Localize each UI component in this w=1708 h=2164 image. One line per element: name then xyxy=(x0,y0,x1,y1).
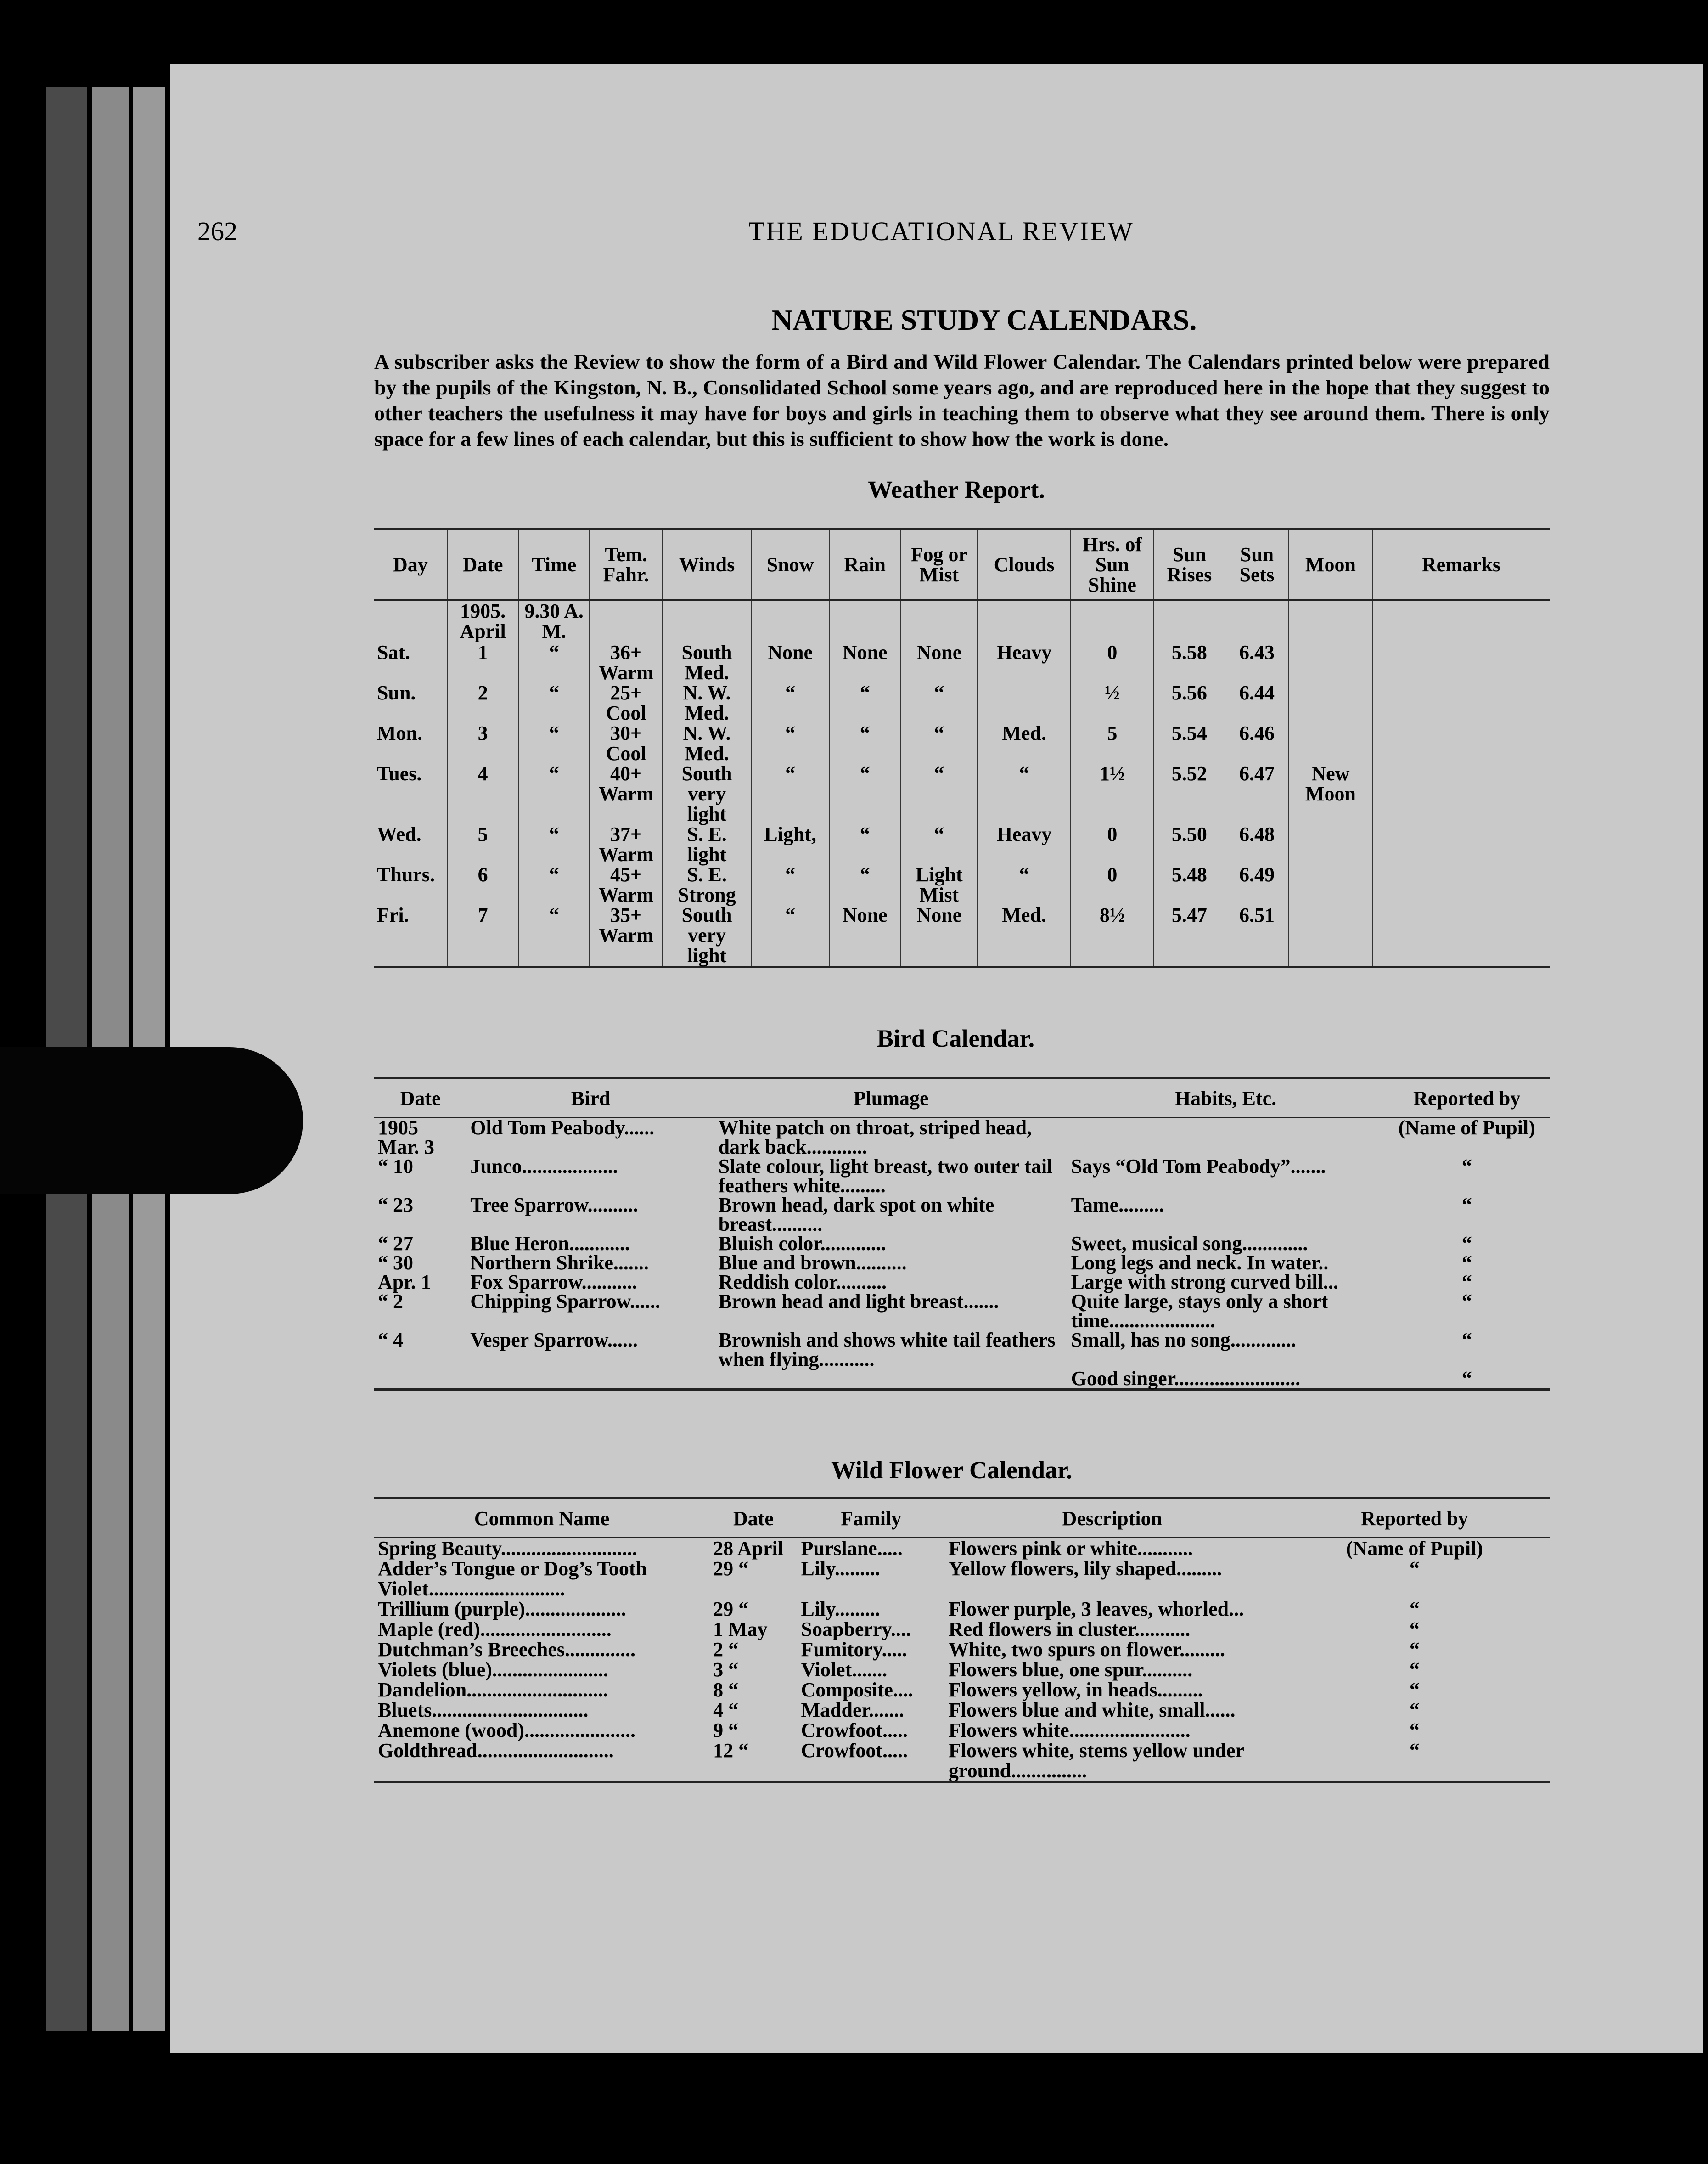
bird-cell xyxy=(466,1369,714,1390)
table-row xyxy=(374,1538,1550,1559)
bird-cell: “ 4 xyxy=(378,1329,403,1351)
page-number: 262 xyxy=(197,216,237,246)
flower-title: Wild Flower Calendar. xyxy=(831,1456,1073,1484)
flower-cell: Flowers pink or white........... xyxy=(948,1537,1193,1560)
weather-cell xyxy=(590,600,663,642)
table-row xyxy=(374,1118,1550,1157)
table-row xyxy=(374,1292,1550,1330)
flower-cell: 28 April xyxy=(713,1537,783,1560)
weather-cell: Heavy xyxy=(978,642,1070,683)
flower-cell: Fumitory..... xyxy=(801,1638,907,1661)
bird-cell: Tame......... xyxy=(1071,1194,1164,1216)
weather-cell: 4 xyxy=(447,764,518,824)
bird-cell: “ 23 xyxy=(378,1194,413,1216)
bird-cell: Small, has no song............. xyxy=(1071,1329,1296,1351)
flower-cell: Bluets............................... xyxy=(378,1699,589,1721)
bird-header-cell: Date xyxy=(374,1078,466,1118)
bird-cell: “ 30 xyxy=(378,1251,413,1274)
weather-cell xyxy=(829,600,900,642)
weather-cell: New Moon xyxy=(1289,764,1372,824)
bird-cell xyxy=(374,1369,466,1390)
flower-cell: “ xyxy=(1409,1658,1420,1681)
flower-cell: Violets (blue)....................... xyxy=(378,1658,608,1681)
bird-cell: 1905 Mar. 3 xyxy=(378,1116,435,1158)
weather-cell: 5 xyxy=(1071,723,1154,764)
bird-title: Bird Calendar. xyxy=(877,1025,1035,1052)
table-row xyxy=(374,764,1550,824)
flower-table xyxy=(374,1497,1550,1783)
weather-cell: “ xyxy=(518,824,590,865)
weather-cell: 6.47 xyxy=(1225,764,1289,824)
bird-cell: Blue and brown.......... xyxy=(718,1251,907,1274)
weather-cell: 5.52 xyxy=(1154,764,1225,824)
flower-cell: 8 “ xyxy=(713,1679,739,1701)
bird-cell: “ xyxy=(1461,1194,1472,1216)
flower-header-cell: Family xyxy=(797,1499,944,1538)
weather-cell: 36+ Warm xyxy=(590,642,663,683)
weather-cell: South very light xyxy=(663,905,751,967)
bird-cell: “ xyxy=(1461,1271,1472,1293)
weather-cell: 5 xyxy=(447,824,518,865)
weather-cell xyxy=(900,600,978,642)
bird-cell: “ 27 xyxy=(378,1232,413,1255)
weather-cell: 5.54 xyxy=(1154,723,1225,764)
bird-cell: “ xyxy=(1461,1155,1472,1178)
flower-cell: Flowers blue and white, small...... xyxy=(948,1699,1236,1721)
bird-cell: White patch on throat, striped head, dark back............ xyxy=(718,1116,1032,1158)
table-row xyxy=(374,1234,1550,1253)
table-row xyxy=(374,1369,1550,1390)
bird-cell: Quite large, stays only a short time..................... xyxy=(1071,1290,1328,1332)
flower-cell: Adder’s Tongue or Dog’s Tooth Violet........................... xyxy=(378,1557,647,1600)
weather-cell: 1 xyxy=(447,642,518,683)
weather-cell: S. E. light xyxy=(663,824,751,865)
weather-cell xyxy=(978,683,1070,723)
weather-cell: 5.48 xyxy=(1154,865,1225,905)
weather-cell: 2 xyxy=(447,683,518,723)
weather-cell: South very light xyxy=(663,764,751,824)
weather-cell: 6.44 xyxy=(1225,683,1289,723)
weather-cell: “ xyxy=(829,865,900,905)
table-row xyxy=(374,1330,1550,1369)
weather-cell xyxy=(1154,600,1225,642)
table-row xyxy=(374,1720,1550,1741)
weather-cell: “ xyxy=(900,683,978,723)
weather-cell: 25+ Cool xyxy=(590,683,663,723)
flower-cell: Dandelion............................ xyxy=(378,1679,608,1701)
weather-cell xyxy=(1372,642,1550,683)
table-row xyxy=(374,1700,1550,1720)
weather-cell: “ xyxy=(518,723,590,764)
weather-cell xyxy=(1372,824,1550,865)
flower-cell: “ xyxy=(1409,1557,1420,1580)
weather-cell: “ xyxy=(829,824,900,865)
weather-cell: 8½ xyxy=(1071,905,1154,967)
weather-table xyxy=(374,528,1550,968)
bird-cell: Vesper Sparrow...... xyxy=(470,1329,638,1351)
bird-cell: (Name of Pupil) xyxy=(1398,1116,1535,1139)
weather-cell: Sun. xyxy=(377,682,416,704)
hand-shadow xyxy=(0,1047,303,1194)
bird-cell: “ xyxy=(1461,1329,1472,1351)
bird-cell: Junco................... xyxy=(470,1155,618,1178)
weather-header-cell: Winds xyxy=(663,530,751,601)
weather-cell: None xyxy=(829,642,900,683)
bird-cell xyxy=(715,1369,1068,1390)
weather-header-cell: Hrs. of Sun Shine xyxy=(1071,530,1154,601)
weather-cell: Light, xyxy=(751,824,829,865)
bird-cell: Large with strong curved bill... xyxy=(1071,1271,1338,1293)
flower-cell: Crowfoot..... xyxy=(801,1739,908,1762)
weather-cell: South Med. xyxy=(663,642,751,683)
table-row xyxy=(374,642,1550,683)
weather-cell: “ xyxy=(900,764,978,824)
weather-cell: “ xyxy=(978,865,1070,905)
weather-cell: 6.51 xyxy=(1225,905,1289,967)
weather-cell: 1½ xyxy=(1071,764,1154,824)
bird-cell: “ xyxy=(1461,1251,1472,1274)
weather-cell: 5.50 xyxy=(1154,824,1225,865)
flower-cell: “ xyxy=(1409,1598,1420,1620)
weather-cell: 0 xyxy=(1071,824,1154,865)
bird-cell: Brown head, dark spot on white breast.......... xyxy=(718,1194,994,1235)
weather-cell xyxy=(1289,824,1372,865)
weather-header-cell: Day xyxy=(374,530,447,601)
intro-paragraph: A subscriber asks the Review to show the form of a Bird and Wild Flower Calendar. The Calendars printed below were prepared by the pupils of the Kingston, N. B., Consolidated School some years ago, and are reproduced here in the hope that they suggest to other teachers the usefulness it may have for boys and girls in teaching them to observe what they see around them. There is only space for a few lines of each calendar, but this is sufficient to show how the work is done. xyxy=(374,350,1550,451)
flower-cell: Flower purple, 3 leaves, whorled... xyxy=(948,1598,1244,1620)
weather-header-cell: Sun Sets xyxy=(1225,530,1289,601)
weather-cell xyxy=(751,600,829,642)
weather-cell xyxy=(1071,600,1154,642)
weather-cell: “ xyxy=(829,764,900,824)
flower-cell: Madder....... xyxy=(801,1699,904,1721)
weather-cell xyxy=(1289,865,1372,905)
bird-cell: Northern Shrike....... xyxy=(470,1251,649,1274)
weather-cell xyxy=(663,600,751,642)
weather-cell: Mon. xyxy=(377,722,422,744)
weather-cell: None xyxy=(829,905,900,967)
weather-title: Weather Report. xyxy=(868,476,1045,503)
weather-cell: 35+ Warm xyxy=(590,905,663,967)
flower-cell: Flowers yellow, in heads......... xyxy=(948,1679,1203,1701)
weather-cell xyxy=(1289,905,1372,967)
weather-cell: 5.56 xyxy=(1154,683,1225,723)
table-row xyxy=(374,1195,1550,1234)
weather-header-cell: Time xyxy=(518,530,590,601)
flower-cell: Red flowers in cluster........... xyxy=(948,1618,1191,1640)
flower-cell: 29 “ xyxy=(713,1598,749,1620)
weather-cell: None xyxy=(900,905,978,967)
article-title: NATURE STUDY CALENDARS. xyxy=(771,304,1197,336)
flower-cell: Anemone (wood)...................... xyxy=(378,1719,635,1741)
bird-cell: Chipping Sparrow...... xyxy=(470,1290,660,1313)
bird-cell: Good singer......................... xyxy=(1071,1367,1301,1390)
weather-cell: 0 xyxy=(1071,642,1154,683)
flower-cell: “ xyxy=(1409,1739,1420,1762)
weather-cell: 6.48 xyxy=(1225,824,1289,865)
flower-cell: Flowers white........................ xyxy=(948,1719,1191,1741)
flower-cell: 12 “ xyxy=(713,1739,749,1762)
weather-cell: “ xyxy=(518,764,590,824)
weather-header-cell: Sun Rises xyxy=(1154,530,1225,601)
weather-header-cell: Rain xyxy=(829,530,900,601)
weather-cell: “ xyxy=(518,905,590,967)
bird-cell xyxy=(1068,1118,1384,1157)
weather-header-cell: Tem. Fahr. xyxy=(590,530,663,601)
weather-cell: Light Mist xyxy=(900,865,978,905)
weather-header-cell: Snow xyxy=(751,530,829,601)
flower-header-cell: Date xyxy=(709,1499,797,1538)
weather-header-cell: Remarks xyxy=(1372,530,1550,601)
weather-cell xyxy=(1289,642,1372,683)
weather-cell xyxy=(1372,683,1550,723)
weather-cell: 9.30 A. M. xyxy=(518,600,590,642)
weather-cell: 1905. April xyxy=(447,600,518,642)
weather-cell: 6.46 xyxy=(1225,723,1289,764)
weather-cell: 5.58 xyxy=(1154,642,1225,683)
flower-cell: Trillium (purple).................... xyxy=(378,1598,626,1620)
weather-cell xyxy=(374,600,447,642)
weather-cell xyxy=(1372,905,1550,967)
table-row xyxy=(374,824,1550,865)
weather-cell: “ xyxy=(829,723,900,764)
table-row xyxy=(374,1660,1550,1680)
weather-cell: Tues. xyxy=(377,762,422,785)
flower-cell: Lily......... xyxy=(801,1598,880,1620)
weather-cell xyxy=(1372,764,1550,824)
flower-cell: Yellow flowers, lily shaped......... xyxy=(948,1557,1222,1580)
flower-cell: “ xyxy=(1409,1679,1420,1701)
weather-cell: “ xyxy=(900,723,978,764)
table-row xyxy=(374,1640,1550,1660)
table-row xyxy=(374,1680,1550,1700)
bird-cell: Says “Old Tom Peabody”....... xyxy=(1071,1155,1326,1178)
weather-cell: Thurs. xyxy=(377,863,435,886)
table-row xyxy=(374,1253,1550,1273)
bird-cell: “ 10 xyxy=(378,1155,413,1178)
weather-cell: 40+ Warm xyxy=(590,764,663,824)
weather-cell: “ xyxy=(518,642,590,683)
weather-cell xyxy=(1225,600,1289,642)
weather-cell: “ xyxy=(751,865,829,905)
bird-cell: Blue Heron............ xyxy=(470,1232,630,1255)
weather-cell: 30+ Cool xyxy=(590,723,663,764)
weather-cell: 7 xyxy=(447,905,518,967)
flower-cell: Flowers blue, one spur.......... xyxy=(948,1658,1193,1681)
flower-cell: Dutchman’s Breeches.............. xyxy=(378,1638,635,1661)
flower-cell: Purslane..... xyxy=(801,1537,903,1560)
weather-cell: ½ xyxy=(1071,683,1154,723)
flower-cell: Soapberry.... xyxy=(801,1618,911,1640)
bird-cell: Brownish and shows white tail feathers when flying........... xyxy=(718,1329,1056,1370)
flower-cell: 4 “ xyxy=(713,1699,739,1721)
bird-cell: Apr. 1 xyxy=(378,1271,431,1293)
flower-cell: “ xyxy=(1409,1699,1420,1721)
flower-header-cell: Common Name xyxy=(374,1499,709,1538)
weather-cell xyxy=(1372,600,1550,642)
weather-header-cell: Moon xyxy=(1289,530,1372,601)
weather-cell: “ xyxy=(518,865,590,905)
flower-cell: “ xyxy=(1409,1638,1420,1661)
table-row xyxy=(374,1273,1550,1292)
bird-cell: “ xyxy=(1461,1290,1472,1313)
bird-header-cell: Reported by xyxy=(1384,1078,1550,1118)
weather-cell: “ xyxy=(751,905,829,967)
weather-cell: S. E. Strong xyxy=(663,865,751,905)
table-row xyxy=(374,905,1550,967)
bird-cell: “ 2 xyxy=(378,1290,403,1313)
weather-header-cell: Fog or Mist xyxy=(900,530,978,601)
table-row xyxy=(374,1599,1550,1619)
weather-cell: “ xyxy=(751,764,829,824)
bird-cell: Old Tom Peabody...... xyxy=(470,1116,655,1139)
weather-cell: “ xyxy=(900,824,978,865)
flower-cell: Maple (red).......................... xyxy=(378,1618,612,1640)
weather-cell: “ xyxy=(829,683,900,723)
running-title: THE EDUCATIONAL REVIEW xyxy=(748,216,1135,246)
weather-cell: Med. xyxy=(978,905,1070,967)
flower-cell: (Name of Pupil) xyxy=(1346,1537,1483,1560)
bird-table xyxy=(374,1077,1550,1391)
table-row xyxy=(374,1741,1550,1782)
weather-cell: 6 xyxy=(447,865,518,905)
flower-cell: White, two spurs on flower......... xyxy=(948,1638,1225,1661)
bird-cell: Reddish color.......... xyxy=(718,1271,887,1293)
flower-cell: 9 “ xyxy=(713,1719,739,1741)
flower-cell: Composite.... xyxy=(801,1679,913,1701)
bird-cell: Long legs and neck. In water.. xyxy=(1071,1251,1329,1274)
table-row xyxy=(374,1559,1550,1599)
weather-cell: Heavy xyxy=(978,824,1070,865)
bird-cell: Sweet, musical song............. xyxy=(1071,1232,1308,1255)
weather-cell xyxy=(1372,723,1550,764)
flower-cell: Violet....... xyxy=(801,1658,888,1681)
flower-cell: 3 “ xyxy=(713,1658,739,1681)
weather-cell: “ xyxy=(518,683,590,723)
bird-cell: Bluish color............. xyxy=(718,1232,886,1255)
weather-cell: Sat. xyxy=(377,641,410,664)
weather-cell: 3 xyxy=(447,723,518,764)
table-row xyxy=(374,1157,1550,1195)
weather-cell xyxy=(1289,723,1372,764)
weather-header-cell: Clouds xyxy=(978,530,1070,601)
flower-cell: Lily......... xyxy=(801,1557,880,1580)
weather-cell xyxy=(978,600,1070,642)
weather-cell: 6.49 xyxy=(1225,865,1289,905)
bird-header-cell: Bird xyxy=(466,1078,714,1118)
weather-cell: None xyxy=(751,642,829,683)
weather-cell: 45+ Warm xyxy=(590,865,663,905)
table-row xyxy=(374,723,1550,764)
flower-cell: Goldthread........................... xyxy=(378,1739,614,1762)
bird-cell: Slate colour, light breast, two outer tail feathers white......... xyxy=(718,1155,1053,1197)
table-row xyxy=(374,1619,1550,1640)
weather-cell: None xyxy=(900,642,978,683)
table-row xyxy=(374,683,1550,723)
weather-cell: 0 xyxy=(1071,865,1154,905)
flower-header-cell: Description xyxy=(945,1499,1280,1538)
flower-cell: “ xyxy=(1409,1618,1420,1640)
weather-cell: Fri. xyxy=(377,904,409,926)
weather-cell: 6.43 xyxy=(1225,642,1289,683)
weather-cell: N. W. Med. xyxy=(663,683,751,723)
flower-cell: Spring Beauty........................... xyxy=(378,1537,637,1560)
weather-cell: Med. xyxy=(978,723,1070,764)
weather-cell: “ xyxy=(751,683,829,723)
weather-cell: “ xyxy=(751,723,829,764)
bird-cell: “ xyxy=(1461,1232,1472,1255)
weather-cell: 5.47 xyxy=(1154,905,1225,967)
weather-cell xyxy=(1289,683,1372,723)
weather-cell: “ xyxy=(978,764,1070,824)
bird-header-cell: Plumage xyxy=(715,1078,1068,1118)
weather-header-cell: Date xyxy=(447,530,518,601)
flower-cell: 29 “ xyxy=(713,1557,749,1580)
flower-cell: 1 May xyxy=(713,1618,768,1640)
weather-cell xyxy=(1372,865,1550,905)
bird-cell: Brown head and light breast....... xyxy=(718,1290,999,1313)
weather-cell: 37+ Warm xyxy=(590,824,663,865)
bird-cell: “ xyxy=(1461,1367,1472,1390)
table-row xyxy=(374,865,1550,905)
bird-header-cell: Habits, Etc. xyxy=(1068,1078,1384,1118)
flower-cell: 2 “ xyxy=(713,1638,739,1661)
flower-header-cell: Reported by xyxy=(1280,1499,1550,1538)
table-row xyxy=(374,600,1550,642)
weather-cell: Wed. xyxy=(377,823,421,845)
bird-cell: Tree Sparrow.......... xyxy=(470,1194,638,1216)
flower-cell: “ xyxy=(1409,1719,1420,1741)
weather-cell: N. W. Med. xyxy=(663,723,751,764)
weather-cell xyxy=(1289,600,1372,642)
flower-cell: Crowfoot..... xyxy=(801,1719,908,1741)
bird-cell: Fox Sparrow........... xyxy=(470,1271,637,1293)
flower-cell: Flowers white, stems yellow under ground............... xyxy=(948,1739,1244,1782)
